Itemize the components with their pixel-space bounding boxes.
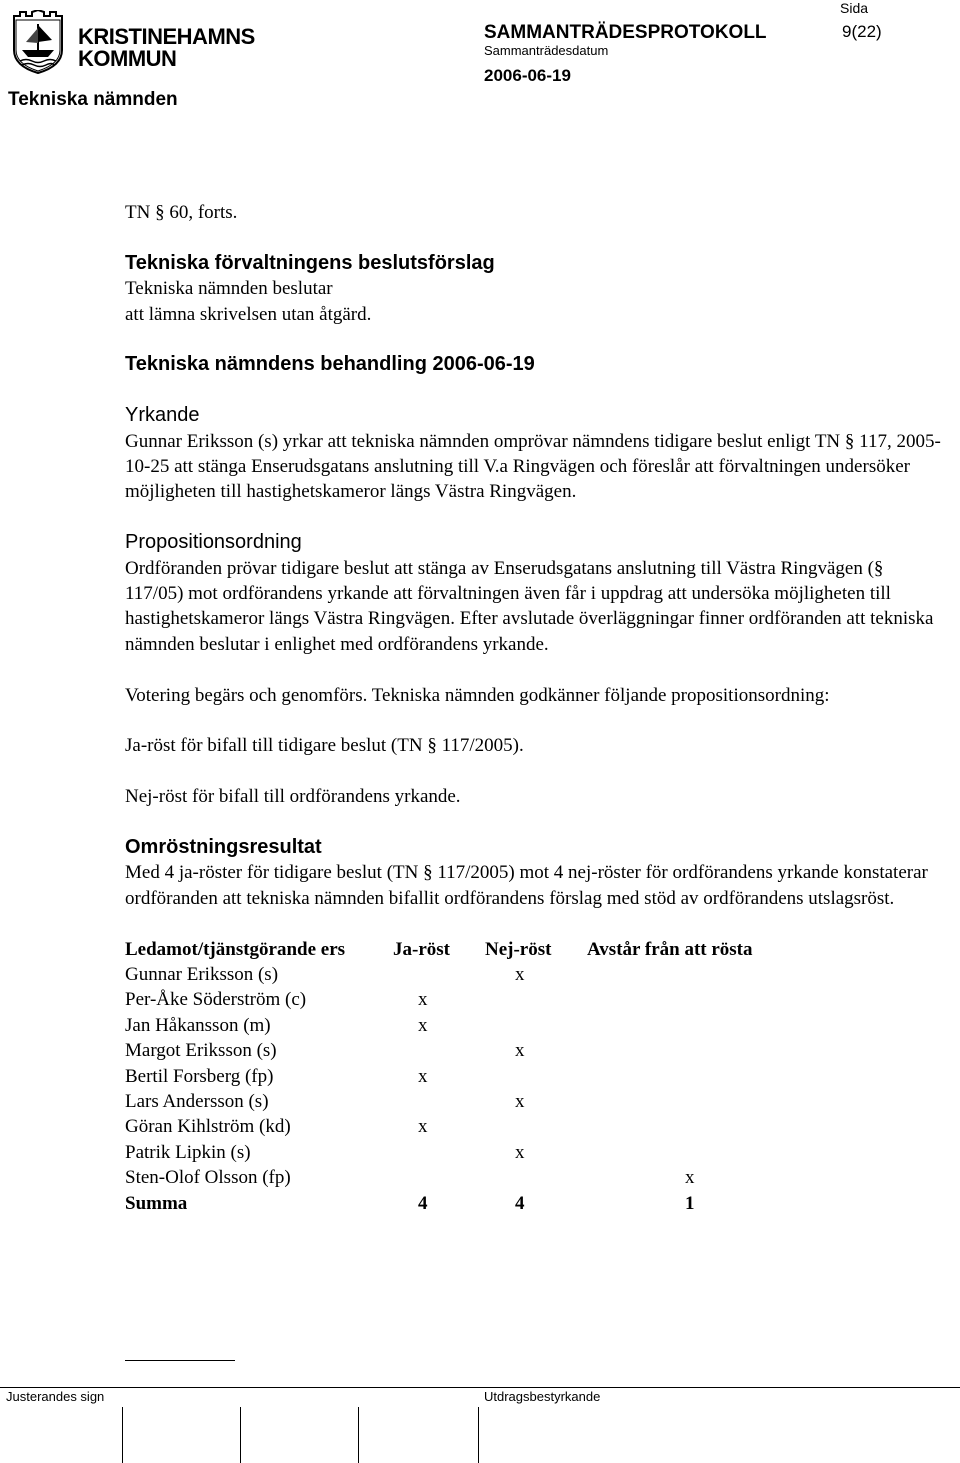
table-row [125, 1165, 787, 1190]
document-type: SAMMANTRÄDESPROTOKOLL [484, 22, 767, 43]
protocol-body [125, 200, 945, 1216]
result-text: Med 4 ja-röster för tidigare beslut (TN § 117/2005) mot 4 nej-röster för ordförandens yrkande konstaterar ordföranden att tekniska nämnden bifallit ordförandens förslag med stöd av ordförandens utslagsröst. [125, 862, 928, 909]
nej-rost-text: Nej-röst för bifall till ordförandens yrkande. [125, 786, 461, 808]
nej-vote: x [515, 1040, 525, 1062]
nej-vote: x [515, 964, 525, 986]
nej-vote [485, 1013, 587, 1038]
member-name: Göran Kihlström (kd) [125, 1116, 291, 1138]
nej-vote [485, 1064, 587, 1089]
table-row [125, 987, 787, 1012]
header-avstar: Avstår från att rösta [587, 938, 753, 960]
avstar-vote [587, 1064, 787, 1089]
avstar-vote [587, 962, 787, 987]
ja-vote: x [418, 1116, 428, 1138]
end-divider [125, 1360, 235, 1361]
nej-vote [485, 987, 587, 1012]
member-name: Gunnar Eriksson (s) [125, 964, 279, 986]
proposal-heading: Tekniska förvaltningens beslutsförslag [125, 251, 495, 274]
ja-vote [393, 1038, 485, 1063]
ja-vote [393, 1089, 485, 1114]
committee-name: Tekniska nämnden [8, 89, 178, 110]
ja-vote [393, 1165, 485, 1190]
signature-box-divider [358, 1407, 359, 1463]
proposal-line-2: att lämna skrivelsen utan åtgärd. [125, 303, 372, 325]
footer-section-divider [478, 1407, 479, 1463]
avstar-vote [587, 1038, 787, 1063]
member-name: Sten-Olof Olsson (fp) [125, 1167, 291, 1189]
avstar-vote [587, 1140, 787, 1165]
page-label: Sida [840, 0, 869, 16]
member-name: Bertil Forsberg (fp) [125, 1065, 274, 1087]
summary-nej: 4 [515, 1192, 525, 1214]
avstar-vote [587, 987, 787, 1012]
table-row [125, 1013, 787, 1038]
page-number: 9(22) [842, 22, 882, 41]
footer-divider [0, 1387, 960, 1388]
avstar-vote [587, 1013, 787, 1038]
nej-vote [485, 1165, 587, 1190]
ja-vote: x [418, 1065, 428, 1087]
meeting-date: 2006-06-19 [484, 66, 571, 85]
paragraph-reference: TN § 60, forts. [125, 202, 238, 223]
ja-vote [393, 1140, 485, 1165]
summary-avstar: 1 [685, 1192, 695, 1214]
member-name: Margot Eriksson (s) [125, 1040, 277, 1062]
signature-label: Justerandes sign [6, 1389, 105, 1404]
proposal-line-1: Tekniska nämnden beslutar [125, 278, 333, 300]
table-row [125, 962, 787, 987]
member-name: Patrik Lipkin (s) [125, 1141, 251, 1163]
ja-vote: x [418, 989, 428, 1011]
signature-box-divider [122, 1407, 123, 1463]
summary-row [125, 1191, 787, 1216]
table-row [125, 1140, 787, 1165]
member-name: Jan Håkansson (m) [125, 1014, 271, 1036]
avstar-vote [587, 1089, 787, 1114]
summary-ja: 4 [418, 1192, 428, 1214]
yrkande-text: Gunnar Eriksson (s) yrkar att tekniska nämnden omprövar nämndens tidigare beslut enligt TN § 117, 2005-10-25 att stänga Enserudsgatans anslutning till V.a Ringvägen och föreslår att förvaltningen undersöker möjligheten till hastighetskameror längs Västra Ringvägen. [125, 430, 941, 503]
table-row [125, 1089, 787, 1114]
proposition-text: Ordföranden prövar tidigare beslut att stänga av Enserudsgatans anslutning till Västra Ringvägen (§ 117/05) mot ordförandens yrkande att förvaltningen även får i uppdrag att undersöka möjligheten till hastighetskameror längs Västra Ringvägen. Efter avslutade överläggningar finner ordföranden att tekniska nämnden beslutar i enlighet med ordförandens yrkande. [125, 557, 934, 655]
nej-vote: x [515, 1091, 525, 1113]
header-ja: Ja-röst [393, 938, 450, 960]
proposition-heading: Propositionsordning [125, 531, 302, 554]
yrkande-heading: Yrkande [125, 404, 200, 427]
meeting-date-label: Sammanträdesdatum [484, 43, 609, 58]
table-row [125, 1064, 787, 1089]
avstar-vote: x [685, 1167, 695, 1189]
summary-label: Summa [125, 1192, 188, 1214]
logo-line-2: KOMMUN [78, 46, 177, 71]
header-member: Ledamot/tjänstgörande ers [125, 938, 346, 960]
municipality-crest-logo [12, 10, 64, 74]
ja-vote [393, 962, 485, 987]
member-name: Lars Andersson (s) [125, 1091, 269, 1113]
result-heading: Omröstningsresultat [125, 836, 322, 859]
vote-table [125, 937, 787, 1216]
ja-vote: x [418, 1014, 428, 1036]
vote-table-header [125, 937, 787, 962]
nej-vote [485, 1114, 587, 1139]
ja-rost-text: Ja-röst för bifall till tidigare beslut (TN § 117/2005). [125, 735, 524, 757]
extract-certification-label: Utdragsbestyrkande [484, 1389, 601, 1404]
table-row [125, 1038, 787, 1063]
member-name: Per-Åke Söderström (c) [125, 989, 307, 1011]
signature-box-divider [240, 1407, 241, 1463]
table-row [125, 1114, 787, 1139]
municipality-wordmark [78, 26, 255, 70]
votering-text: Votering begärs och genomförs. Tekniska nämnden godkänner följande propositionsordning: [125, 684, 830, 706]
handling-heading: Tekniska nämndens behandling 2006-06-19 [125, 353, 535, 376]
logo-line-1: KRISTINEHAMNS [78, 24, 255, 49]
avstar-vote [587, 1114, 787, 1139]
nej-vote: x [515, 1141, 525, 1163]
header-nej: Nej-röst [485, 938, 552, 960]
